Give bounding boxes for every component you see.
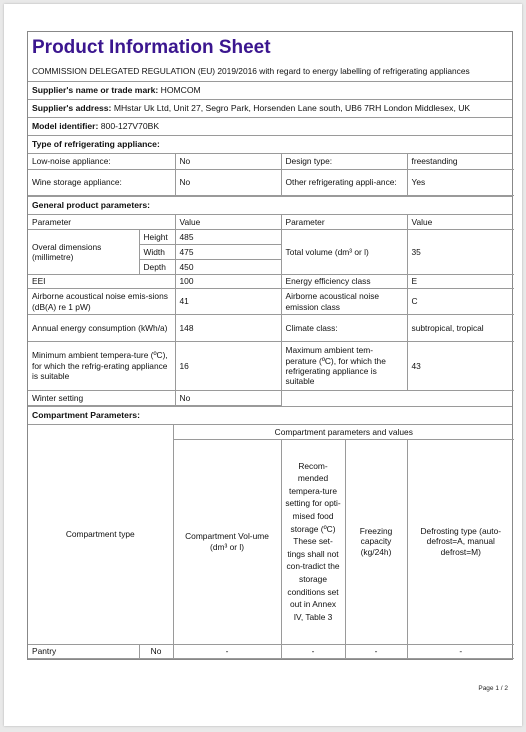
annual-energy-label: Annual energy consumption (kWh/a) <box>28 315 175 342</box>
max-ambient-value: 43 <box>407 342 514 391</box>
height-label: Height <box>139 230 175 245</box>
width-label: Width <box>139 245 175 260</box>
empty-cell <box>281 391 514 406</box>
pantry-volume: - <box>173 644 281 658</box>
parameter-header: Parameter <box>28 215 175 230</box>
page-number: Page 1 / 2 <box>478 685 508 692</box>
supplier-address-value: MHstar Uk Ltd, Unit 27, Segro Park, Horsenden Lane south, UB6 7RH London Middlesex, UK <box>113 103 471 113</box>
energy-class-label: Energy efficiency class <box>281 275 407 289</box>
supplier-name-label: Supplier's name or trade mark: <box>32 85 159 95</box>
winter-setting-label: Winter setting <box>28 391 175 406</box>
height-value: 485 <box>175 230 281 245</box>
table-row <box>28 154 514 169</box>
noise-class-value: C <box>407 289 514 315</box>
regulation-text: COMMISSION DELEGATED REGULATION (EU) 2019/2016 with regard to energy labelling of refrigerating appliances <box>28 62 512 82</box>
compartment-parameters-heading: Compartment Parameters: <box>28 406 512 425</box>
energy-class-value: E <box>407 275 514 289</box>
min-ambient-value: 16 <box>175 342 281 391</box>
model-identifier-label: Model identifier: <box>32 121 99 131</box>
supplier-address-label: Supplier's address: <box>32 103 112 113</box>
supplier-name-row <box>28 82 512 100</box>
compartment-group-header: Compartment parameters and values <box>173 425 514 439</box>
compartment-parameters-table <box>28 425 514 659</box>
pantry-label: Pantry <box>28 644 139 658</box>
value-header: Value <box>175 215 281 230</box>
table-row <box>28 275 514 289</box>
total-volume-value: 35 <box>407 230 514 275</box>
product-information-sheet <box>27 31 513 660</box>
general-parameters-heading: General product parameters: <box>28 196 512 215</box>
design-type-label: Design type: <box>281 154 407 169</box>
table-row <box>28 342 514 391</box>
depth-value: 450 <box>175 260 281 275</box>
eei-value: 100 <box>175 275 281 289</box>
other-refrigerating-value: Yes <box>407 169 514 195</box>
table-row <box>28 215 514 230</box>
min-ambient-label: Minimum ambient tempera-ture (ºC), for which the refrig-erating appliance is suitable <box>28 342 175 391</box>
pantry-present: No <box>139 644 173 658</box>
other-refrigerating-label: Other refrigerating appli-ance: <box>281 169 407 195</box>
table-row <box>28 230 514 245</box>
noise-class-label: Airborne acoustical noise emission class <box>281 289 407 315</box>
table-row <box>28 425 514 439</box>
appliance-type-heading: Type of refrigerating appliance: <box>28 136 512 154</box>
eei-label: EEI <box>28 275 175 289</box>
climate-class-value: subtropical, tropical <box>407 315 514 342</box>
supplier-name-value: HOMCOM <box>160 85 201 95</box>
parameter-header-right: Parameter <box>281 215 407 230</box>
value-header-right: Value <box>407 215 514 230</box>
compartment-type-header: Compartment type <box>28 425 173 644</box>
table-row <box>28 644 514 658</box>
model-identifier-value: 800-127V70BK <box>100 121 160 131</box>
dimensions-label: Overal dimensions (millimetre) <box>28 230 139 275</box>
recommended-temperature-header: Recom-mended tempera-ture setting for opti-mised food storage (ºC) These set-tings shall not con-tradict the storage conditions set out in Annex IV, Table 3 <box>281 439 345 644</box>
design-type-value: freestanding <box>407 154 514 169</box>
noise-emissions-value: 41 <box>175 289 281 315</box>
general-parameters-table <box>28 215 514 407</box>
pantry-temperature: - <box>281 644 345 658</box>
low-noise-label: Low-noise appliance: <box>28 154 175 169</box>
depth-label: Depth <box>139 260 175 275</box>
document-page <box>4 4 522 726</box>
table-row <box>28 289 514 315</box>
appliance-type-table <box>28 154 514 196</box>
winter-setting-value: No <box>175 391 281 406</box>
max-ambient-label: Maximum ambient tem-perature (ºC), for which the refrigerating appliance is suitable <box>281 342 407 391</box>
pantry-defrost: - <box>407 644 514 658</box>
table-row <box>28 169 514 195</box>
table-row <box>28 315 514 342</box>
table-row <box>28 391 514 406</box>
model-identifier-row <box>28 118 512 136</box>
compartment-volume-header: Compartment Vol-ume (dm³ or l) <box>173 439 281 644</box>
low-noise-value: No <box>175 154 281 169</box>
supplier-address-row <box>28 100 512 118</box>
total-volume-label: Total volume (dm³ or l) <box>281 230 407 275</box>
annual-energy-value: 148 <box>175 315 281 342</box>
pantry-freezing: - <box>345 644 407 658</box>
wine-storage-label: Wine storage appliance: <box>28 169 175 195</box>
freezing-capacity-header: Freezing capacity (kg/24h) <box>345 439 407 644</box>
climate-class-label: Climate class: <box>281 315 407 342</box>
wine-storage-value: No <box>175 169 281 195</box>
defrosting-type-header: Defrosting type (auto-defrost=A, manual defrost=M) <box>407 439 514 644</box>
page-title: Product Information Sheet <box>32 37 271 58</box>
noise-emissions-label: Airborne acoustical noise emis-sions (dB(A) re 1 pW) <box>28 289 175 315</box>
width-value: 475 <box>175 245 281 260</box>
